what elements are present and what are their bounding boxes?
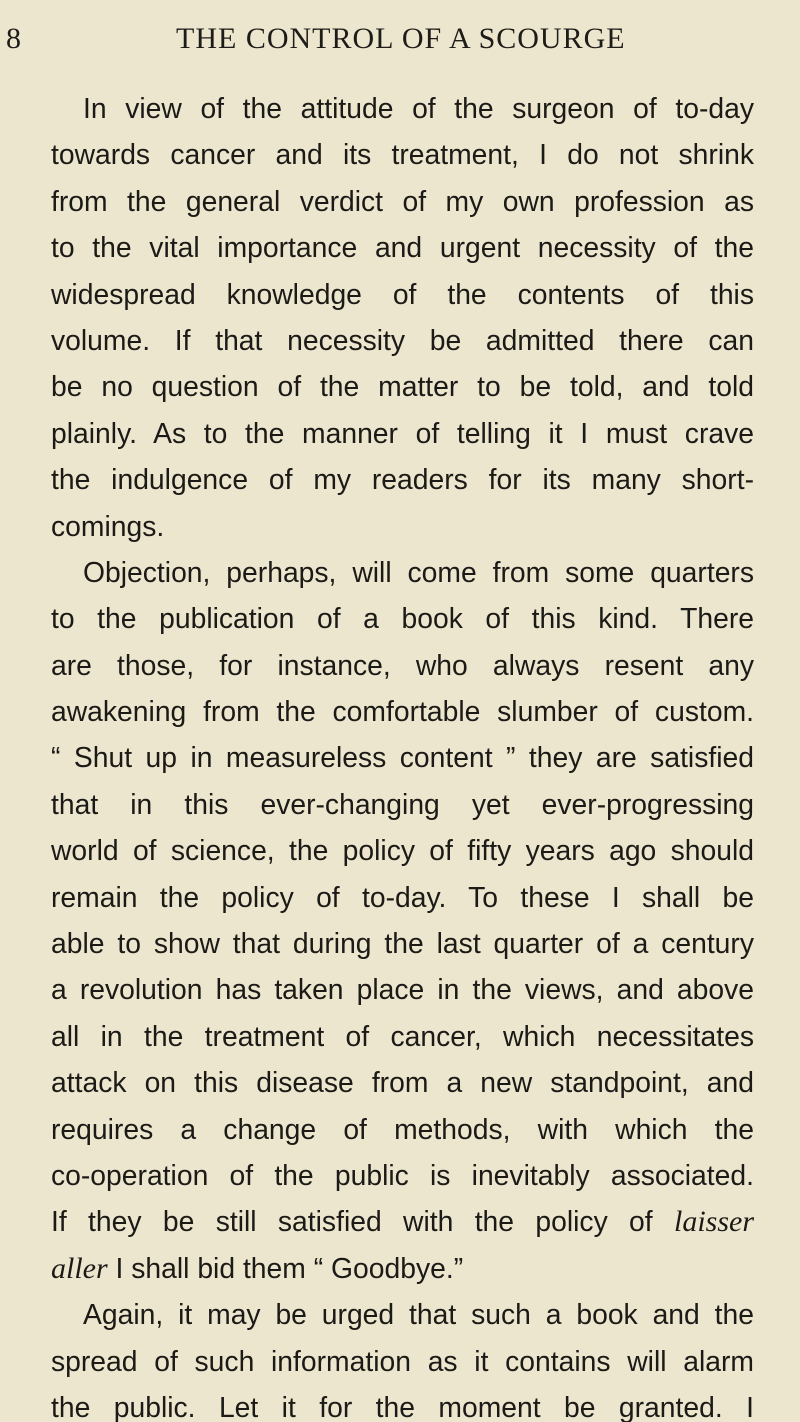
text-line: able to show that during the last quarter of a century [51,927,754,960]
running-head [0,22,800,66]
page-number: 8 [6,22,22,55]
text-span: I shall bid them “ Goodbye.” [107,1251,464,1284]
text-line: attack on this disease from a new standpoint, and [51,1066,754,1099]
text-line: widespread knowledge of the contents of this [51,277,754,310]
text-line: Again, it may be urged that such a book and the [83,1298,754,1331]
text-line: volume. If that necessity be admitted there can [51,323,754,356]
text-line: co-operation of the public is inevitably associated. [51,1158,754,1191]
text-line: the indulgence of my readers for its many short- [51,463,754,496]
text-line: to the vital importance and urgent necessity of the [51,231,754,264]
text-line: a revolution has taken place in the views, and above [51,973,754,1006]
text-line: requires a change of methods, with which the [51,1112,754,1145]
text-line: plainly. As to the manner of telling it I must crave [51,416,754,449]
text-line: towards cancer and its treatment, I do not shrink [51,138,754,171]
text-line: that in this ever-changing yet ever-progressing [51,787,754,820]
text-line: all in the treatment of cancer, which necessitates [51,1019,754,1052]
text-line: If they be still satisfied with the policy of laisser [51,1205,754,1239]
text-line: be no question of the matter to be told, and told [51,370,754,403]
text-line: awakening from the comfortable slumber of custom. [51,695,754,728]
text-line: are those, for instance, who always resent any [51,648,754,681]
text-line: to the publication of a book of this kind. There [51,602,754,635]
text-line: remain the policy of to-day. To these I shall be [51,880,754,913]
body-text [51,85,754,1422]
text-line: the public. Let it for the moment be granted. I [51,1390,754,1422]
italic-phrase: laisser [673,1205,754,1239]
text-line: Objection, perhaps, will come from some quarters [83,555,754,588]
text-line: world of science, the policy of fifty years ago should [51,834,754,867]
text-line: comings. [51,509,165,542]
text-line: “ Shut up in measureless content ” they are satisfied [51,741,754,774]
running-title: THE CONTROL OF A SCOURGE [176,22,626,55]
text-line: spread of such information as it contains will alarm [51,1344,754,1377]
text-line: from the general verdict of my own profession as [51,184,754,217]
text-line: In view of the attitude of the surgeon of to-day [83,92,754,124]
text-line [51,1245,754,1291]
italic-phrase: aller [51,1251,108,1285]
